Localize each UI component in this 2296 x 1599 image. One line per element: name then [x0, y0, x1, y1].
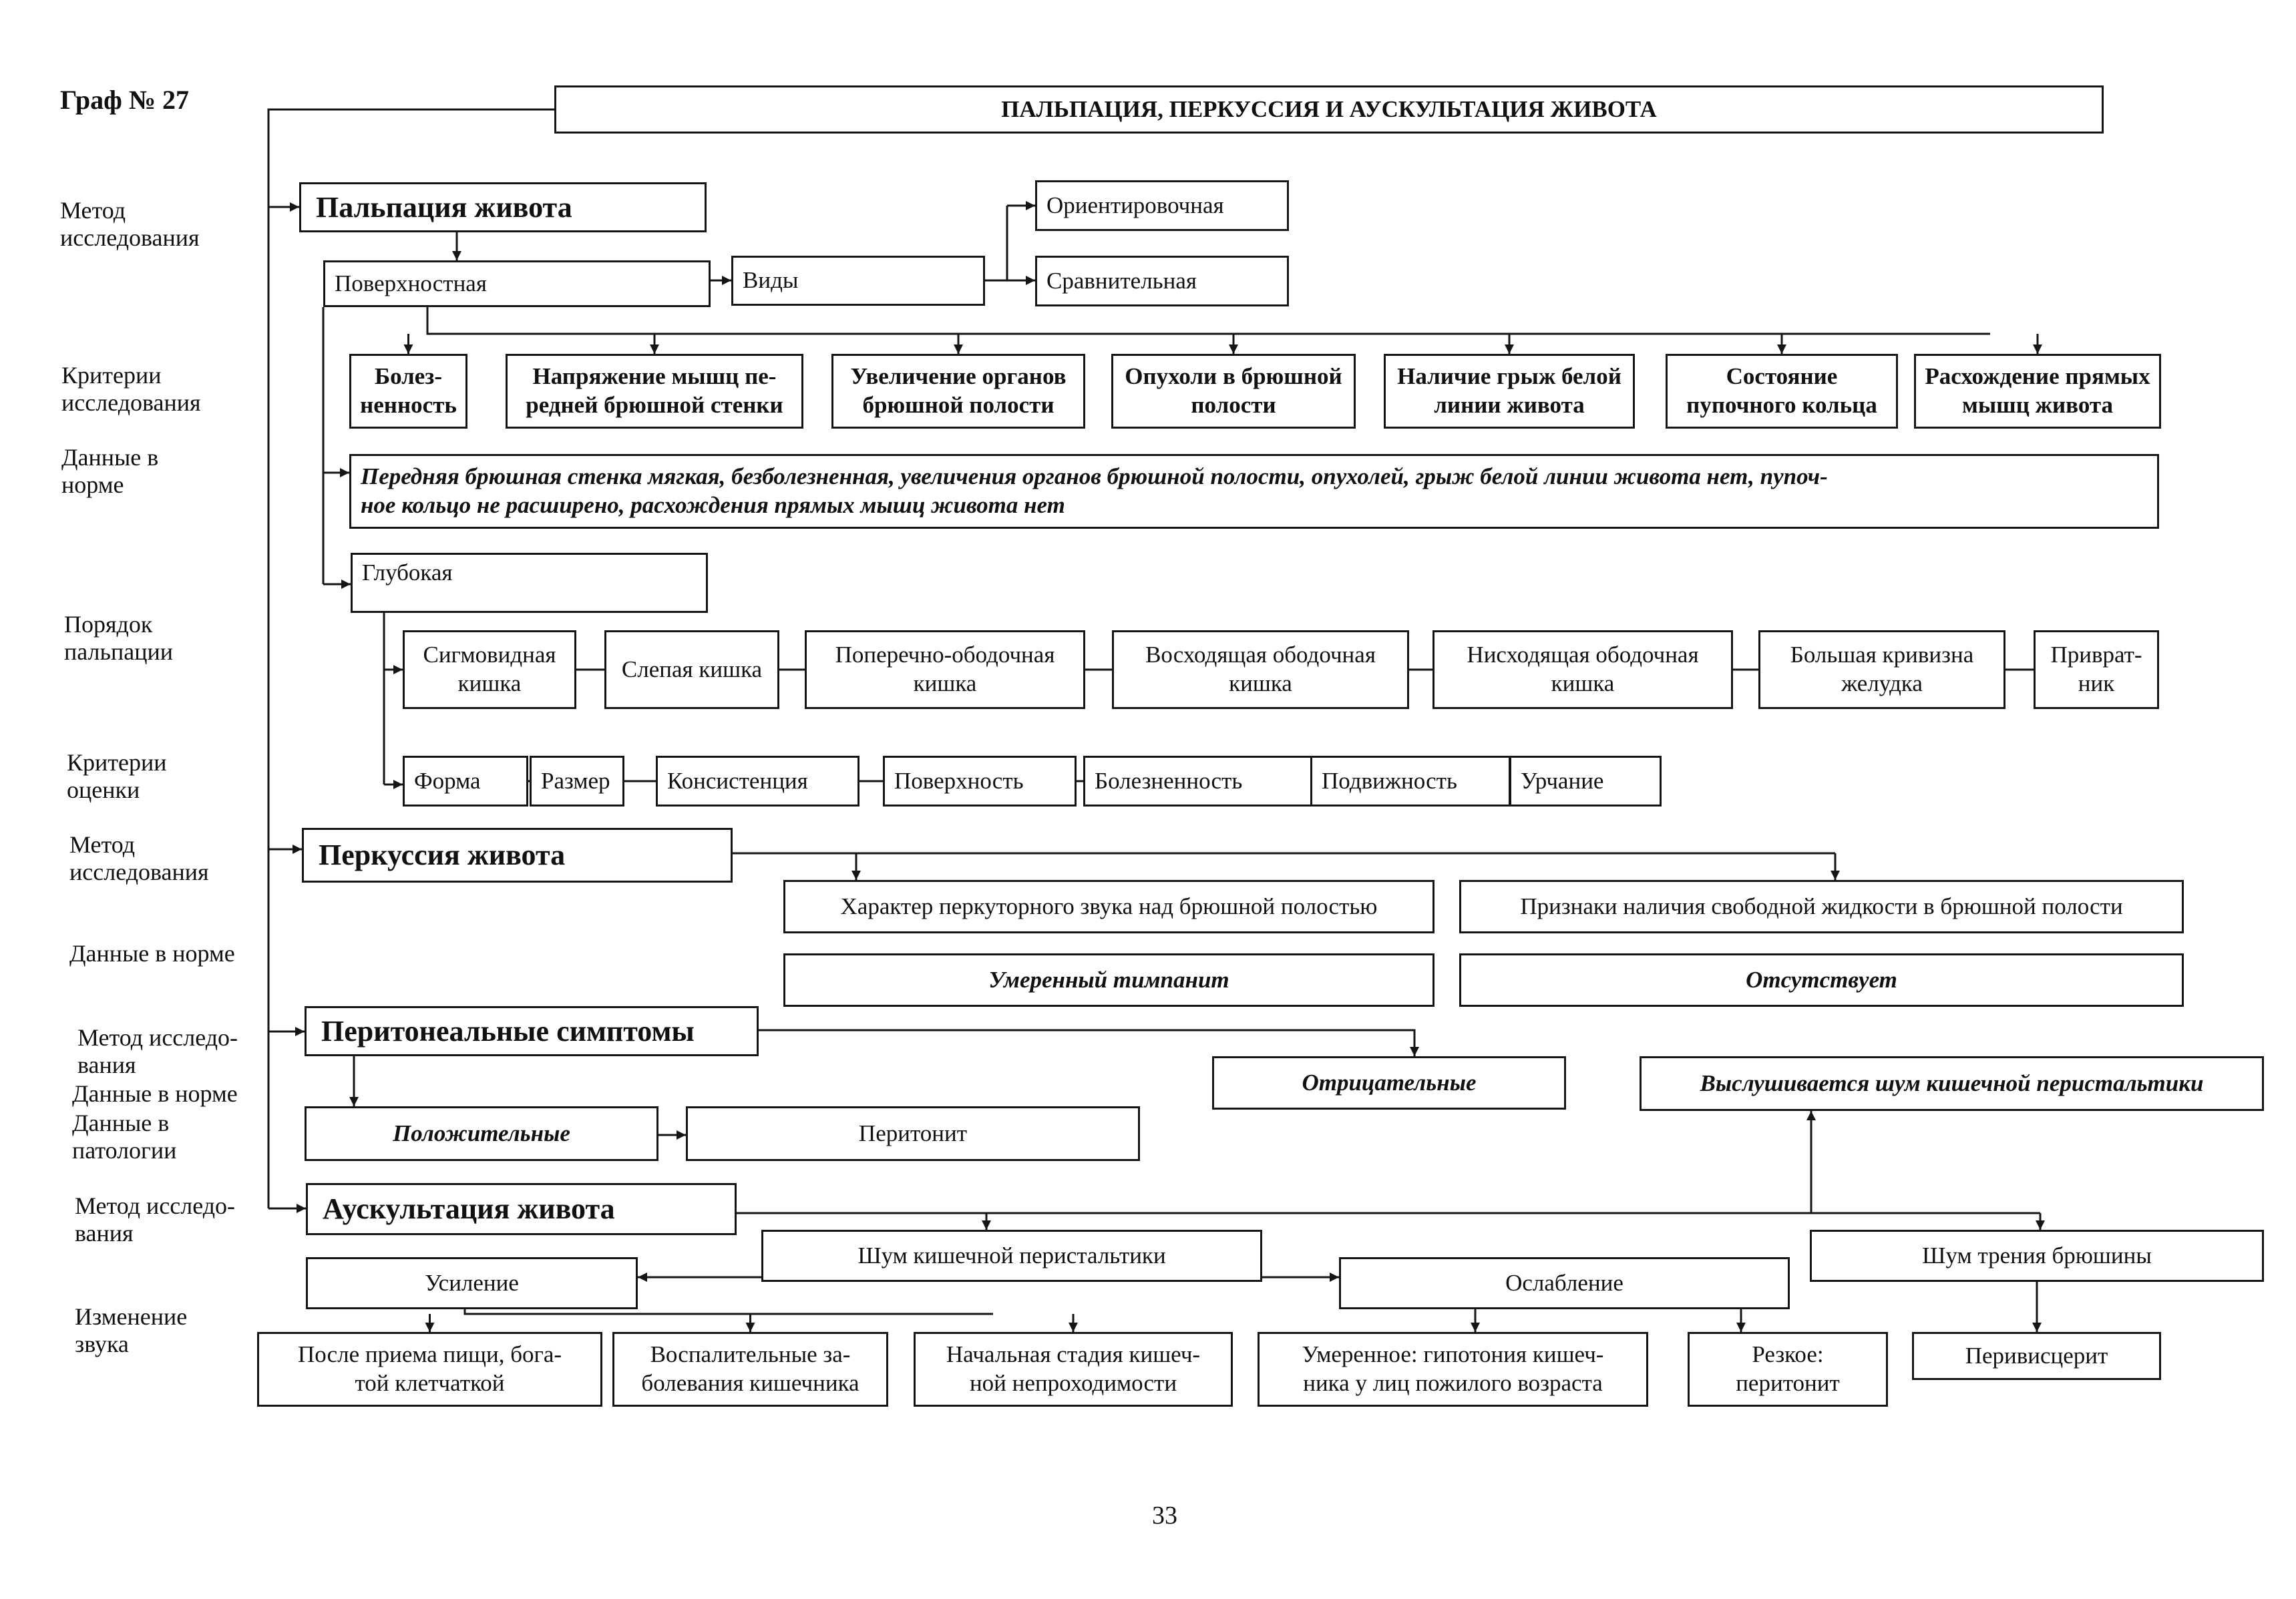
auscultation-friction-noise [1810, 1230, 2264, 1282]
percussion-fluid-norm-text: Отсутствует [1746, 966, 1897, 993]
arrowhead [1229, 345, 1238, 354]
order-item-0 [403, 630, 576, 709]
line-text: линии живота [1434, 392, 1585, 418]
arrowhead [452, 251, 461, 260]
line-text: вания [77, 1051, 136, 1078]
deep-box-text: Глубокая [362, 559, 453, 586]
row-label-sound-change [75, 1303, 187, 1357]
line-text: редней брюшной стенки [526, 392, 783, 418]
criterion-4 [1384, 354, 1635, 429]
criterion-2 [831, 354, 1085, 429]
evaluation-item-1-text: Размер [541, 767, 610, 794]
percussion-title [302, 828, 733, 883]
line-text: пупочного кольца [1686, 392, 1877, 418]
order-item-1-text [622, 656, 762, 684]
arrowhead [393, 780, 403, 789]
percussion-title-text: Перкуссия живота [319, 839, 566, 872]
evaluation-item-2 [656, 756, 859, 807]
percussion-free-fluid [1459, 880, 2184, 933]
type-item-1 [1035, 256, 1289, 306]
increase-item-1 [612, 1332, 888, 1407]
line-text: Наличие грыж белой [1397, 363, 1621, 390]
line-text: Большая кривизна [1790, 642, 1974, 668]
line-text: Данные в [72, 1110, 170, 1136]
line-text: Данные в норме [69, 940, 235, 967]
auscultation-decrease-text: Ослабление [1505, 1269, 1623, 1296]
auscultation-peristalsis-heard [1640, 1056, 2264, 1111]
auscultation-peristalsis-noise [761, 1230, 1262, 1282]
line-text: желудка [1841, 670, 1923, 696]
arrowhead [851, 871, 861, 880]
row-label-pathology-3 [72, 1110, 176, 1164]
arrowhead [1831, 871, 1840, 880]
auscultation-friction-noise-text: Шум трения брюшины [1922, 1242, 2152, 1269]
line-text: ник [2078, 670, 2115, 696]
evaluation-item-0-text: Форма [414, 767, 481, 794]
order-item-4-text [1467, 641, 1698, 698]
line-text: Порядок [64, 611, 153, 638]
line-text: Умеренное: гипотония кишеч- [1302, 1341, 1604, 1368]
line-text: Начальная стадия кишеч- [946, 1341, 1201, 1368]
row-label-method-4 [75, 1192, 235, 1246]
row-label-norm-3 [72, 1080, 238, 1108]
arrowhead [341, 580, 351, 589]
diagram-title [554, 85, 2104, 134]
criterion-2-text [851, 363, 1067, 419]
type-item-1-text: Сравнительная [1046, 267, 1197, 294]
increase-item-2-text [946, 1341, 1200, 1397]
arrowhead [349, 1097, 359, 1106]
line-text: Приврат- [2050, 642, 2142, 668]
order-item-3-text [1145, 641, 1376, 698]
type-item-0 [1035, 180, 1289, 231]
evaluation-item-2-text: Консистенция [667, 767, 808, 794]
line-text: той клетчаткой [355, 1370, 505, 1396]
arrowhead [293, 845, 302, 854]
criterion-1 [506, 354, 803, 429]
line-text: исследования [61, 389, 201, 416]
line-text: Критерии [61, 362, 162, 389]
arrowhead [638, 1273, 647, 1282]
arrowhead [677, 1130, 686, 1140]
decrease-item-1-text [1736, 1341, 1840, 1397]
order-item-4 [1432, 630, 1733, 709]
row-label-norm-2 [69, 940, 235, 967]
connector [465, 1309, 993, 1314]
palpation-title-text: Пальпация живота [316, 190, 572, 224]
arrowhead [1410, 1047, 1419, 1056]
line-text: Передняя брюшная стенка мягкая, безболезненная, увеличения органов брюшной полости, опухолей, грыж белой линии живота нет, пупоч- [361, 463, 1828, 490]
order-item-6 [2034, 630, 2159, 709]
line-text: Данные в [61, 444, 159, 471]
order-item-1 [604, 630, 779, 709]
row-label-method-1 [60, 197, 200, 251]
evaluation-item-6-text: Урчание [1521, 767, 1604, 794]
line-text: кишка [913, 670, 977, 696]
connector [427, 307, 1990, 334]
evaluation-item-5-text: Подвижность [1322, 767, 1457, 794]
line-text: Сигмовидная [423, 642, 556, 668]
line-text: вания [75, 1219, 134, 1246]
percussion-sound-character-text: Характер перкуторного звука над брюшной полостью [840, 893, 1378, 919]
peritoneal-peritonitis-text: Перитонит [858, 1120, 968, 1146]
arrowhead [2033, 345, 2042, 354]
arrowhead [290, 202, 299, 212]
evaluation-item-6 [1509, 756, 1662, 807]
line-text: брюшной полости [862, 392, 1055, 418]
criterion-5 [1666, 354, 1898, 429]
line-text: кишка [1229, 670, 1292, 696]
line-text: болевания кишечника [641, 1370, 859, 1396]
line-text: Критерии [67, 749, 167, 776]
arrowhead [2032, 1323, 2042, 1332]
peritoneal-title-text: Перитонеальные симптомы [321, 1014, 695, 1048]
evaluation-item-5 [1310, 756, 1511, 807]
line-text: ной непроходимости [969, 1370, 1177, 1396]
line-text: кишка [457, 670, 522, 696]
line-text: исследования [69, 858, 209, 885]
decrease-item-0-text [1302, 1341, 1604, 1397]
order-item-0-text [423, 641, 556, 698]
superficial-box [323, 260, 711, 307]
order-item-5 [1758, 630, 2005, 709]
line-text: Опухоли в брюшной [1125, 363, 1342, 390]
arrowhead [746, 1323, 755, 1332]
row-label-norm-1 [61, 444, 158, 498]
decrease-item-0 [1258, 1332, 1648, 1407]
criterion-0 [349, 354, 467, 429]
arrowhead [1736, 1323, 1746, 1332]
increase-item-2 [914, 1332, 1233, 1407]
line-text: Состояние [1726, 363, 1838, 390]
evaluation-item-0 [403, 756, 528, 807]
arrowhead [1806, 1111, 1816, 1120]
arrowhead [425, 1323, 435, 1332]
peritoneal-negative-text: Отрицательные [1302, 1069, 1477, 1096]
criterion-3 [1111, 354, 1356, 429]
arrowhead [982, 1220, 991, 1230]
line-text: норме [61, 471, 124, 498]
page-number: 33 [1152, 1502, 1177, 1530]
line-text: кишка [1551, 670, 1615, 696]
row-label-method-3 [77, 1024, 238, 1078]
auscultation-title [306, 1183, 737, 1235]
auscultation-title-text: Аускультация живота [323, 1192, 615, 1226]
increase-item-1-text [641, 1341, 859, 1397]
arrowhead [1026, 276, 1035, 285]
line-text: Метод [60, 197, 126, 224]
line-text: Расхождение прямых [1925, 363, 2150, 390]
line-text: Болез- [374, 363, 443, 390]
arrowhead [1069, 1323, 1078, 1332]
criterion-6 [1914, 354, 2161, 429]
auscultation-peristalsis-noise-text: Шум кишечной перистальтики [857, 1242, 1166, 1269]
line-text: Восходящая ободочная [1145, 642, 1376, 668]
row-label-method-2 [69, 831, 209, 885]
row-label-criteria-1 [61, 362, 201, 416]
percussion-sound-norm [783, 953, 1434, 1007]
superficial-box-text: Поверхностная [335, 270, 487, 296]
diagram-title-text: ПАЛЬПАЦИЯ, ПЕРКУССИЯ И АУСКУЛЬТАЦИЯ ЖИВОТА [1001, 95, 1657, 122]
types-box-text: Виды [743, 267, 799, 294]
arrowhead [650, 345, 659, 354]
arrowhead [340, 468, 349, 477]
criterion-6-text [1925, 363, 2150, 419]
increase-item-0 [257, 1332, 602, 1407]
line-text: Увеличение органов [850, 363, 1067, 390]
auscultation-increase-text: Усиление [425, 1269, 519, 1296]
palpation-title [299, 182, 707, 232]
peritoneal-positive-text: Положительные [393, 1120, 570, 1146]
arrowhead [954, 345, 963, 354]
palpation-norm-box-text [361, 463, 1828, 519]
line-text: перитонит [1736, 1370, 1840, 1396]
order-item-2 [805, 630, 1085, 709]
order-item-6-text [2050, 641, 2142, 698]
arrowhead [1471, 1323, 1480, 1332]
line-text: исследования [60, 224, 200, 251]
order-item-5-text [1790, 641, 1973, 698]
line-text: патологии [72, 1136, 177, 1164]
type-item-0-text: Ориентировочная [1046, 192, 1224, 218]
line-text: звука [75, 1330, 129, 1357]
line-text: После приема пищи, бога- [297, 1341, 562, 1368]
line-text: мышц живота [1962, 392, 2113, 418]
percussion-sound-character [783, 880, 1434, 933]
percussion-sound-norm-text: Умеренный тимпанит [988, 966, 1229, 993]
percussion-free-fluid-text: Признаки наличия свободной жидкости в брюшной полости [1520, 893, 2123, 919]
criterion-1-text [526, 363, 783, 419]
line-text: ненность [360, 392, 457, 418]
line-text: Данные в норме [72, 1080, 238, 1107]
peritoneal-title [305, 1006, 759, 1056]
types-box [731, 256, 985, 306]
line-text: Метод [69, 831, 136, 858]
arrowhead [1026, 201, 1035, 210]
evaluation-item-4 [1083, 756, 1314, 807]
line-text: ное кольцо не расширено, расхождения прямых мышц живота нет [361, 492, 1065, 518]
friction-result [1912, 1332, 2161, 1380]
increase-item-0-text [298, 1341, 562, 1397]
line-text: Резкое: [1752, 1341, 1824, 1368]
line-text: Поперечно-ободочная [835, 642, 1055, 668]
criterion-4-text [1397, 363, 1621, 419]
graph-label: Граф № 27 [60, 85, 190, 115]
peritoneal-peritonitis [686, 1106, 1140, 1161]
line-text: Нисходящая ободочная [1467, 642, 1699, 668]
arrowhead [2036, 1220, 2045, 1230]
evaluation-item-1 [530, 756, 624, 807]
order-item-3 [1112, 630, 1409, 709]
line-text: Напряжение мышц пе- [532, 363, 777, 390]
criterion-3-text [1125, 363, 1342, 419]
arrowhead [1330, 1273, 1339, 1282]
friction-result-text: Перивисцерит [1965, 1342, 2108, 1369]
decrease-item-1 [1688, 1332, 1888, 1407]
criterion-0-text [360, 363, 457, 419]
auscultation-peristalsis-heard-text: Выслушивается шум кишечной перистальтики [1700, 1070, 2204, 1096]
line-text: Воспалительные за- [650, 1341, 851, 1368]
line-text: полости [1191, 392, 1276, 418]
peritoneal-negative [1212, 1056, 1566, 1110]
arrowhead [404, 345, 413, 354]
arrowhead [393, 665, 403, 674]
deep-box [351, 553, 708, 613]
line-text: Изменение [75, 1303, 188, 1330]
arrowhead [295, 1027, 305, 1036]
connector [759, 1030, 1414, 1056]
line-text: Метод исследо- [77, 1024, 238, 1051]
percussion-fluid-norm [1459, 953, 2184, 1007]
line-text: оценки [67, 776, 140, 803]
auscultation-decrease [1339, 1257, 1790, 1309]
row-label-order [64, 611, 173, 665]
line-text: Слепая кишка [621, 656, 763, 682]
arrowhead [1777, 345, 1786, 354]
arrowhead [297, 1204, 306, 1213]
line-text: ника у лиц пожилого возраста [1303, 1370, 1603, 1396]
arrowhead [722, 276, 731, 285]
line-text: пальпации [64, 638, 173, 665]
row-label-criteria-2 [67, 749, 167, 803]
evaluation-item-4-text: Болезненность [1095, 767, 1243, 794]
auscultation-increase [306, 1257, 638, 1309]
arrowhead [1505, 345, 1514, 354]
evaluation-item-3-text: Поверхность [894, 767, 1024, 794]
palpation-norm-box [349, 454, 2159, 529]
criterion-5-text [1686, 363, 1877, 419]
peritoneal-positive [305, 1106, 658, 1161]
order-item-2-text [835, 641, 1055, 698]
line-text: Метод исследо- [75, 1192, 236, 1219]
evaluation-item-3 [883, 756, 1077, 807]
